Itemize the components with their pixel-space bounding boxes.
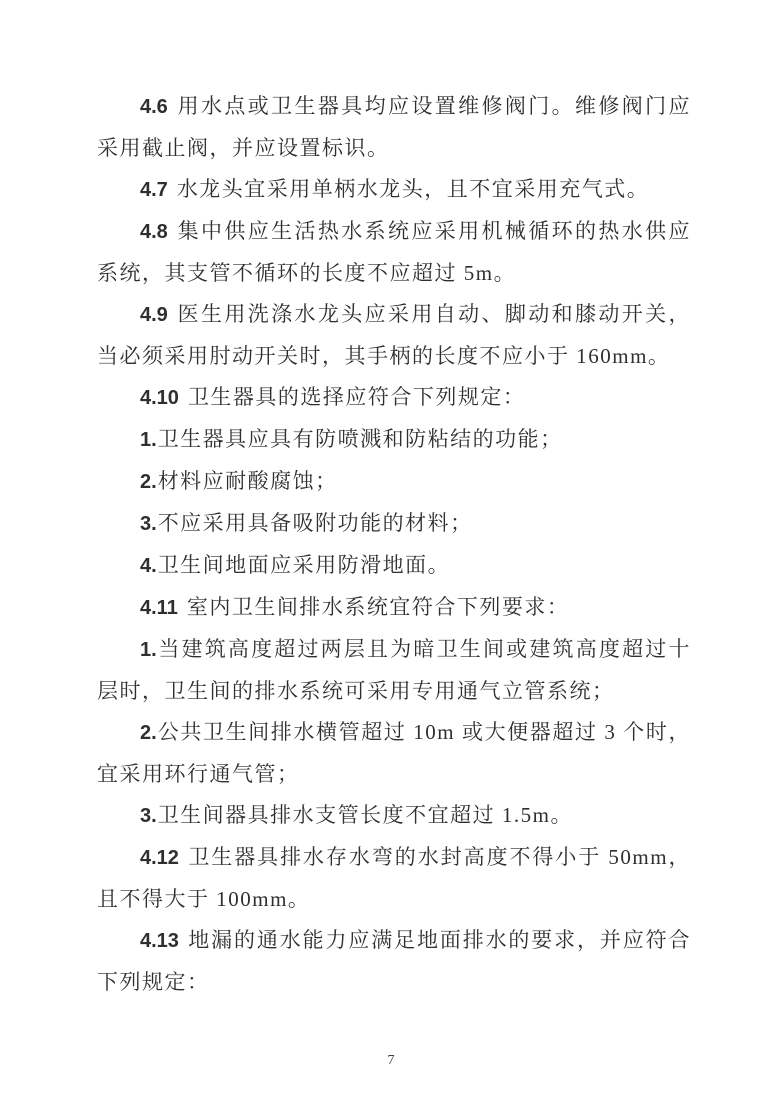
- item-number: 2.: [140, 471, 157, 493]
- item-text: 卫生间器具排水支管长度不宜超过 1.5m。: [157, 803, 574, 827]
- clause-text: 水龙头宜采用单柄水龙头，且不宜采用充气式。: [176, 177, 650, 201]
- clause-number: 4.12: [140, 847, 179, 869]
- clause-text: 室内卫生间排水系统宜符合下列要求：: [186, 595, 570, 619]
- clause-text: 医生用洗涤水龙头应采用自动、脚动和膝动开关，当必须采用肘动开关时，其手柄的长度不应小于 160mm。: [97, 302, 691, 368]
- clause-4-10-item-4: [97, 545, 691, 587]
- clause-text: 地漏的通水能力应满足地面排水的要求，并应符合下列规定：: [97, 928, 691, 994]
- clause-4-10: [97, 377, 691, 419]
- item-number: 3.: [140, 805, 157, 827]
- item-text: 卫生间地面应采用防滑地面。: [157, 553, 451, 577]
- item-text: 卫生器具应具有防喷溅和防粘结的功能；: [157, 427, 563, 451]
- clause-text: 卫生器具的选择应符合下列规定：: [187, 385, 526, 409]
- clause-4-9: [97, 294, 691, 377]
- clause-text: 集中供应生活热水系统应采用机械循环的热水供应系统，其支管不循环的长度不应超过 5m。: [97, 219, 691, 285]
- item-number: 2.: [140, 722, 157, 744]
- clause-4-8: [97, 211, 691, 294]
- clause-4-13: [97, 920, 691, 1003]
- clause-text: 卫生器具排水存水弯的水封高度不得小于 50mm，且不得大于 100mm。: [97, 845, 691, 911]
- clause-text: 用水点或卫生器具均应设置维修阀门。维修阀门应采用截止阀，并应设置标识。: [97, 94, 691, 160]
- clause-number: 4.11: [140, 597, 178, 619]
- item-number: 4.: [140, 555, 157, 577]
- clause-4-11: [97, 587, 691, 629]
- clause-4-11-item-1: [97, 629, 691, 712]
- page-number: 7: [387, 1053, 395, 1068]
- clause-4-12: [97, 837, 691, 920]
- clause-number: 4.6: [140, 96, 168, 118]
- clause-4-7: [97, 169, 691, 211]
- item-number: 1.: [140, 429, 157, 451]
- document-body: [97, 86, 691, 1003]
- item-text: 不应采用具备吸附功能的材料；: [157, 511, 473, 535]
- item-number: 1.: [140, 639, 157, 661]
- clause-4-10-item-2: [97, 461, 691, 503]
- item-text: 公共卫生间排水横管超过 10m 或大便器超过 3 个时，宜采用环行通气管；: [97, 720, 691, 786]
- clause-number: 4.13: [140, 930, 179, 952]
- clause-number: 4.7: [140, 179, 168, 201]
- clause-number: 4.10: [140, 387, 179, 409]
- item-text: 当建筑高度超过两层且为暗卫生间或建筑高度超过十层时，卫生间的排水系统可采用专用通气立管系统；: [97, 637, 691, 703]
- clause-number: 4.8: [140, 221, 168, 243]
- item-text: 材料应耐酸腐蚀；: [157, 469, 338, 493]
- clause-4-6: [97, 86, 691, 169]
- item-number: 3.: [140, 513, 157, 535]
- clause-4-10-item-1: [97, 419, 691, 461]
- clause-4-10-item-3: [97, 503, 691, 545]
- clause-number: 4.9: [140, 304, 168, 326]
- clause-4-11-item-2: [97, 712, 691, 795]
- clause-4-11-item-3: [97, 795, 691, 837]
